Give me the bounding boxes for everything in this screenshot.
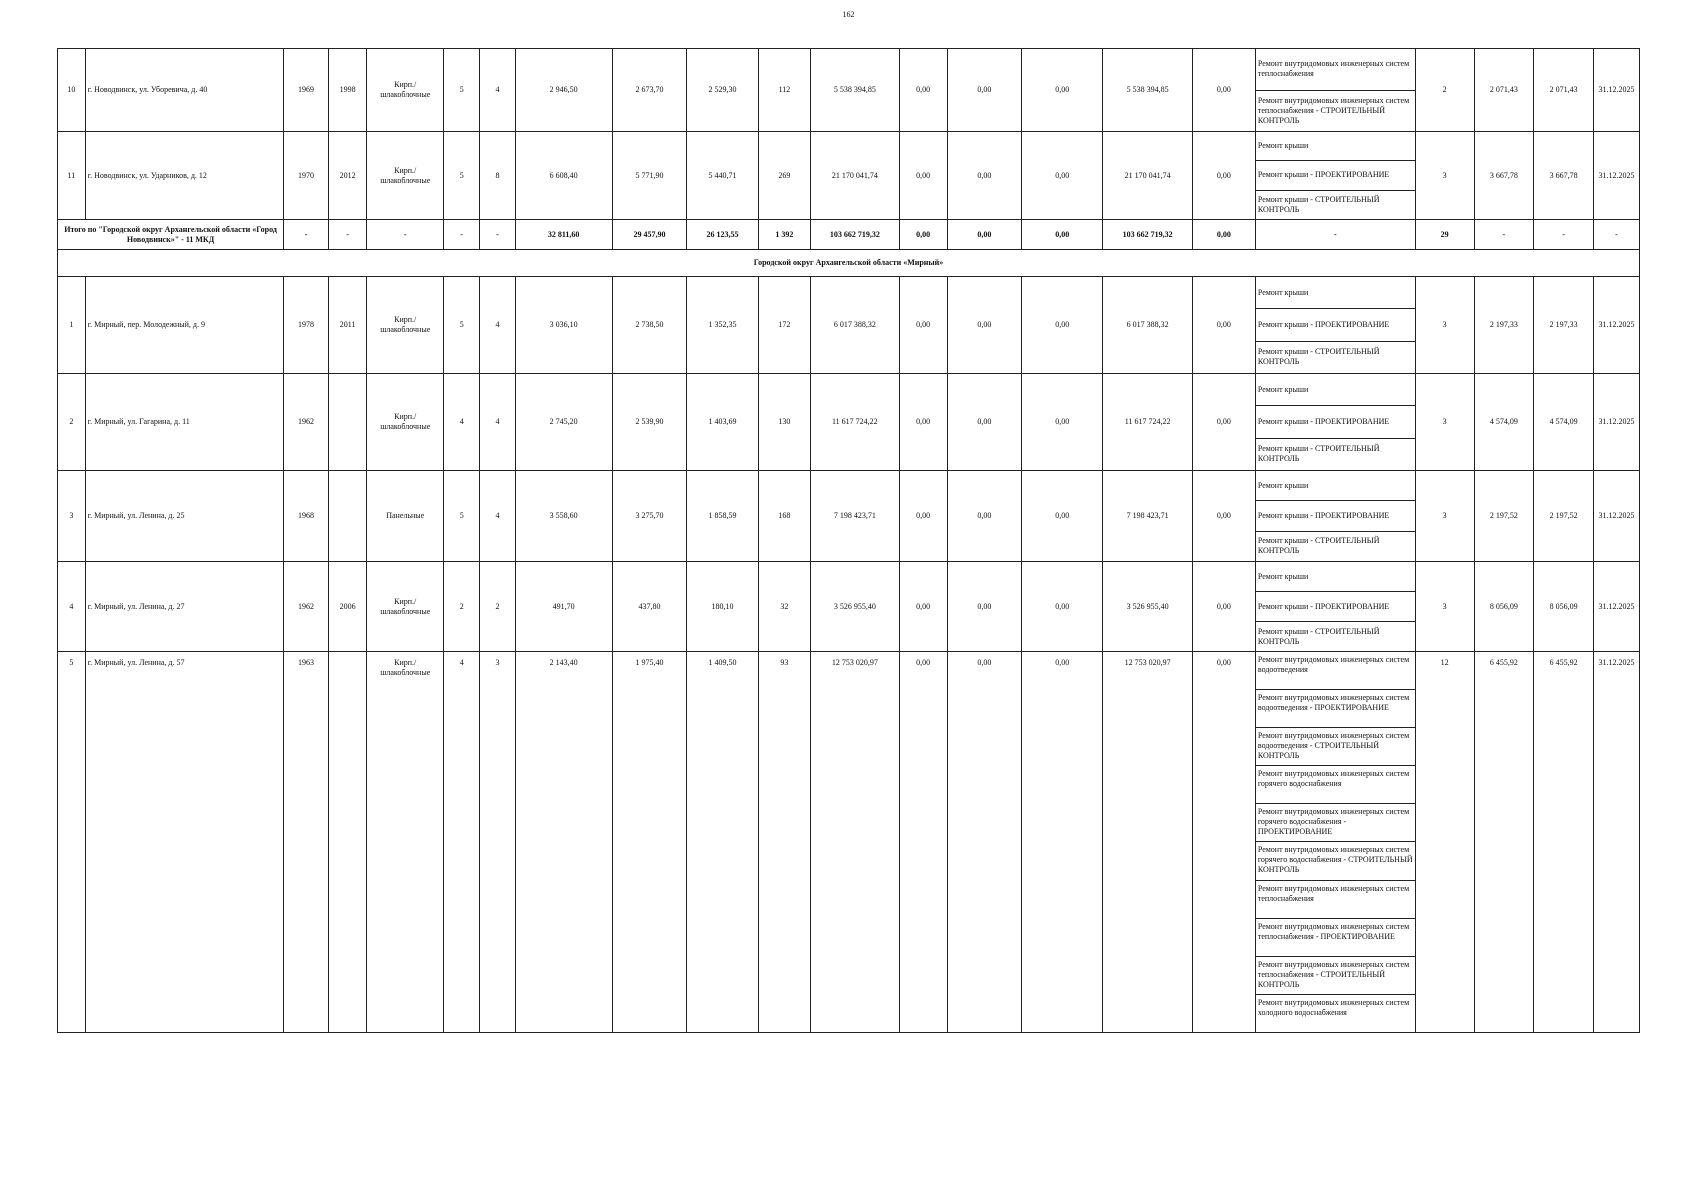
cell-f2: 0,00	[947, 652, 1022, 1033]
work-item: Ремонт крыши - ПРОЕКТИРОВАНИЕ	[1256, 501, 1415, 531]
cell-total-area: 6 608,40	[515, 132, 612, 220]
cell-work-count: 2	[1415, 49, 1474, 132]
cell-area3: 180,10	[687, 562, 758, 652]
work-item: Ремонт внутридомовых инженерных систем водоотведения	[1256, 652, 1415, 690]
cell-area3: 1 858,59	[687, 471, 758, 562]
cell-deadline: 31.12.2025	[1593, 562, 1639, 652]
cell-f2: 0,00	[947, 471, 1022, 562]
cell-cost-total: 21 170 041,74	[811, 132, 900, 220]
cell-max-cost: 8 056,09	[1534, 562, 1594, 652]
work-item: Ремонт крыши - ПРОЕКТИРОВАНИЕ	[1256, 592, 1415, 622]
cell-address: г. Новодвинск, ул. Ударников, д. 12	[85, 132, 283, 220]
cell-f3: 0,00	[1022, 132, 1103, 220]
cell-max-cost: 3 667,78	[1534, 132, 1594, 220]
cell-f1: 0,00	[899, 562, 947, 652]
total-dash: -	[1593, 220, 1639, 250]
cell-f1: 0,00	[899, 374, 947, 471]
cell-year-repair	[328, 652, 366, 1033]
cell-f4: 0,00	[1192, 562, 1255, 652]
cell-material: Кирп./ шлакоблочные	[367, 562, 444, 652]
table-row	[58, 562, 1640, 652]
cell-f3: 0,00	[1022, 49, 1103, 132]
cell-material: Кирп./ шлакоблочные	[367, 132, 444, 220]
cell-total-area: 2 143,40	[515, 652, 612, 1033]
cell-year-repair	[328, 374, 366, 471]
cell-total-area: 2 745,20	[515, 374, 612, 471]
cell-material: Кирп./ шлакоблочные	[367, 49, 444, 132]
cell-floors: 4	[444, 652, 480, 1033]
cell-area2: 1 975,40	[612, 652, 687, 1033]
cell-floors: 5	[444, 471, 480, 562]
total-work-count: 29	[1415, 220, 1474, 250]
page-number: 162	[842, 10, 855, 19]
work-item: Ремонт внутридомовых инженерных систем водоотведения - ПРОЕКТИРОВАНИЕ	[1256, 690, 1415, 728]
cell-cost-total: 6 017 388,32	[811, 277, 900, 374]
cell-residents: 130	[758, 374, 810, 471]
section-row	[58, 250, 1640, 277]
cell-material: Кирп./ шлакоблочные	[367, 277, 444, 374]
cell-area2: 2 673,70	[612, 49, 687, 132]
cell-entrances: 4	[480, 374, 515, 471]
cell-deadline: 31.12.2025	[1593, 652, 1639, 1033]
work-item: Ремонт крыши	[1256, 374, 1415, 406]
total-dash: -	[480, 220, 515, 250]
work-item: Ремонт внутридомовых инженерных систем холодного водоснабжения	[1257, 997, 1410, 1017]
cell-cost-total: 3 526 955,40	[811, 562, 900, 652]
cell-work-count: 3	[1415, 471, 1474, 562]
cell-max-cost: 2 071,43	[1534, 49, 1594, 132]
cell-f2: 0,00	[947, 374, 1022, 471]
cell-unit-cost: 2 071,43	[1474, 49, 1534, 132]
works-list	[1255, 374, 1415, 471]
works-list	[1255, 277, 1415, 374]
cell-f4: 0,00	[1192, 277, 1255, 374]
table-row	[58, 277, 1640, 374]
cell-max-cost: 6 455,92	[1534, 652, 1594, 1033]
work-item: Ремонт внутридомовых инженерных систем теплоснабжения - СТРОИТЕЛЬНЫЙ КОНТРОЛЬ	[1256, 957, 1415, 995]
cell-total-area: 491,70	[515, 562, 612, 652]
work-item: Ремонт внутридомовых инженерных систем водоотведения - СТРОИТЕЛЬНЫЙ КОНТРОЛЬ	[1256, 728, 1415, 766]
total-dash: -	[444, 220, 480, 250]
work-item: Ремонт внутридомовых инженерных систем горячего водоснабжения - СТРОИТЕЛЬНЫЙ КОНТРОЛЬ	[1256, 842, 1415, 880]
total-row	[58, 220, 1640, 250]
cell-cost-owners: 11 617 724,22	[1103, 374, 1193, 471]
cell-unit-cost: 3 667,78	[1474, 132, 1534, 220]
cell-material: Кирп./ шлакоблочные	[367, 652, 444, 1033]
cell-f3: 0,00	[1022, 374, 1103, 471]
works-list	[1255, 652, 1415, 1033]
table-row	[58, 49, 1640, 132]
work-item: Ремонт внутридомовых инженерных систем теплоснабжения	[1256, 49, 1415, 91]
cell-f1: 0,00	[899, 652, 947, 1033]
work-item: Ремонт крыши	[1256, 562, 1415, 592]
cell-floors: 5	[444, 277, 480, 374]
cell-year-repair	[328, 471, 366, 562]
total-novodvinsk	[58, 220, 1640, 277]
cell-area3: 2 529,30	[687, 49, 758, 132]
cell-address: г. Мирный, пер. Молодежный, д. 9	[85, 277, 283, 374]
cell-floors: 5	[444, 49, 480, 132]
total-f3: 0,00	[1022, 220, 1103, 250]
cell-num: 4	[58, 562, 86, 652]
cell-residents: 112	[758, 49, 810, 132]
cell-material: Кирп./ шлакоблочные	[367, 374, 444, 471]
total-residents: 1 392	[758, 220, 810, 250]
cell-year-built: 1962	[284, 562, 329, 652]
cell-deadline: 31.12.2025	[1593, 374, 1639, 471]
cell-entrances: 8	[480, 132, 515, 220]
cell-unit-cost: 2 197,33	[1474, 277, 1534, 374]
cell-f2: 0,00	[947, 277, 1022, 374]
table-row	[58, 652, 1640, 1033]
cell-num: 5	[58, 652, 86, 1033]
cell-max-cost: 4 574,09	[1534, 374, 1594, 471]
cell-address: г. Мирный, ул. Гагарина, д. 11	[85, 374, 283, 471]
work-item: Ремонт крыши - ПРОЕКТИРОВАНИЕ	[1256, 309, 1415, 341]
total-cost: 103 662 719,32	[811, 220, 900, 250]
cell-address: г. Мирный, ул. Ленина, д. 57	[85, 652, 283, 1033]
cell-f1: 0,00	[899, 277, 947, 374]
cell-f2: 0,00	[947, 49, 1022, 132]
works-list	[1255, 471, 1415, 562]
cell-year-repair: 1998	[328, 49, 366, 132]
work-item: Ремонт крыши	[1256, 132, 1415, 161]
work-item: Ремонт крыши - ПРОЕКТИРОВАНИЕ	[1256, 161, 1415, 190]
cell-residents: 93	[758, 652, 810, 1033]
total-cost-owners: 103 662 719,32	[1103, 220, 1193, 250]
cell-f3: 0,00	[1022, 562, 1103, 652]
table-row	[58, 471, 1640, 562]
works-list	[1255, 132, 1415, 220]
cell-year-built: 1968	[284, 471, 329, 562]
cell-num: 3	[58, 471, 86, 562]
cell-floors: 4	[444, 374, 480, 471]
total-f1: 0,00	[899, 220, 947, 250]
total-label: Итого по "Городской округ Архангельской области «Город Новодвинск»" - 11 МКД	[58, 220, 284, 250]
cell-cost-owners: 12 753 020,97	[1103, 652, 1193, 1033]
cell-deadline: 31.12.2025	[1593, 132, 1639, 220]
works-list	[1255, 562, 1415, 652]
cell-floors: 2	[444, 562, 480, 652]
cell-f3: 0,00	[1022, 471, 1103, 562]
cell-deadline: 31.12.2025	[1593, 277, 1639, 374]
table-row	[58, 132, 1640, 220]
cell-cost-total: 7 198 423,71	[811, 471, 900, 562]
cell-f2: 0,00	[947, 562, 1022, 652]
cell-area3: 1 409,50	[687, 652, 758, 1033]
cell-area3: 1 352,35	[687, 277, 758, 374]
cell-work-count: 3	[1415, 132, 1474, 220]
total-dash: -	[1255, 220, 1415, 250]
work-item: Ремонт крыши	[1256, 471, 1415, 501]
block-mirny	[58, 277, 1640, 1033]
cell-area2: 3 275,70	[612, 471, 687, 562]
total-dash: -	[1534, 220, 1594, 250]
total-area3: 26 123,55	[687, 220, 758, 250]
cell-year-repair: 2006	[328, 562, 366, 652]
cell-cost-owners: 21 170 041,74	[1103, 132, 1193, 220]
cell-area3: 1 403,69	[687, 374, 758, 471]
cell-residents: 269	[758, 132, 810, 220]
cell-f1: 0,00	[899, 49, 947, 132]
table-row	[58, 374, 1640, 471]
work-item: Ремонт крыши - ПРОЕКТИРОВАНИЕ	[1256, 406, 1415, 438]
cell-material: Панельные	[367, 471, 444, 562]
cell-unit-cost: 2 197,52	[1474, 471, 1534, 562]
cell-unit-cost: 4 574,09	[1474, 374, 1534, 471]
cell-entrances: 4	[480, 471, 515, 562]
cell-work-count: 3	[1415, 374, 1474, 471]
cell-work-count: 3	[1415, 277, 1474, 374]
cell-f2: 0,00	[947, 132, 1022, 220]
cell-residents: 32	[758, 562, 810, 652]
cell-total-area: 3 558,60	[515, 471, 612, 562]
cell-area2: 2 539,90	[612, 374, 687, 471]
cell-address: г. Мирный, ул. Ленина, д. 25	[85, 471, 283, 562]
cell-f3: 0,00	[1022, 277, 1103, 374]
cell-year-repair: 2012	[328, 132, 366, 220]
work-item: Ремонт внутридомовых инженерных систем горячего водоснабжения	[1256, 766, 1415, 804]
cell-area3: 5 440,71	[687, 132, 758, 220]
cell-f4: 0,00	[1192, 49, 1255, 132]
block-novodvinsk	[58, 49, 1640, 220]
cell-cost-total: 11 617 724,22	[811, 374, 900, 471]
cell-f4: 0,00	[1192, 132, 1255, 220]
cell-entrances: 4	[480, 49, 515, 132]
cell-area2: 437,80	[612, 562, 687, 652]
cell-unit-cost: 6 455,92	[1474, 652, 1534, 1033]
cell-residents: 168	[758, 471, 810, 562]
cell-cost-owners: 7 198 423,71	[1103, 471, 1193, 562]
cell-residents: 172	[758, 277, 810, 374]
total-dash: -	[1474, 220, 1534, 250]
cell-address: г. Мирный, ул. Ленина, д. 27	[85, 562, 283, 652]
cell-f1: 0,00	[899, 132, 947, 220]
cell-entrances: 2	[480, 562, 515, 652]
cell-f4: 0,00	[1192, 471, 1255, 562]
cell-floors: 5	[444, 132, 480, 220]
cell-f1: 0,00	[899, 471, 947, 562]
cell-year-built: 1963	[284, 652, 329, 1033]
work-item: Ремонт крыши	[1256, 277, 1415, 309]
cell-cost-owners: 5 538 394,85	[1103, 49, 1193, 132]
cell-num: 11	[58, 132, 86, 220]
cell-cost-owners: 3 526 955,40	[1103, 562, 1193, 652]
cell-f4: 0,00	[1192, 374, 1255, 471]
cell-entrances: 3	[480, 652, 515, 1033]
cell-unit-cost: 8 056,09	[1474, 562, 1534, 652]
work-item: Ремонт внутридомовых инженерных систем теплоснабжения	[1256, 881, 1415, 919]
cell-total-area: 3 036,10	[515, 277, 612, 374]
cell-area2: 2 738,50	[612, 277, 687, 374]
cell-year-built: 1969	[284, 49, 329, 132]
cell-cost-total: 12 753 020,97	[811, 652, 900, 1033]
cell-num: 10	[58, 49, 86, 132]
cell-year-built: 1970	[284, 132, 329, 220]
cell-year-repair: 2011	[328, 277, 366, 374]
cell-work-count: 3	[1415, 562, 1474, 652]
cell-num: 2	[58, 374, 86, 471]
total-dash: -	[328, 220, 366, 250]
cell-total-area: 2 946,50	[515, 49, 612, 132]
total-area: 32 811,60	[515, 220, 612, 250]
cell-max-cost: 2 197,52	[1534, 471, 1594, 562]
work-item: Ремонт крыши - СТРОИТЕЛЬНЫЙ КОНТРОЛЬ	[1257, 347, 1380, 367]
cell-num: 1	[58, 277, 86, 374]
cell-area2: 5 771,90	[612, 132, 687, 220]
capital-repair-table	[57, 48, 1640, 1033]
section-title: Городской округ Архангельской области «Мирный»	[58, 250, 1640, 277]
work-item: Ремонт крыши - СТРОИТЕЛЬНЫЙ КОНТРОЛЬ	[1257, 536, 1380, 556]
total-f2: 0,00	[947, 220, 1022, 250]
cell-year-built: 1962	[284, 374, 329, 471]
cell-year-built: 1978	[284, 277, 329, 374]
total-dash: -	[367, 220, 444, 250]
total-dash: -	[284, 220, 329, 250]
cell-deadline: 31.12.2025	[1593, 471, 1639, 562]
cell-address: г. Новодвинск, ул. Уборевича, д. 40	[85, 49, 283, 132]
cell-cost-owners: 6 017 388,32	[1103, 277, 1193, 374]
total-f4: 0,00	[1192, 220, 1255, 250]
total-area2: 29 457,90	[612, 220, 687, 250]
work-item: Ремонт крыши - СТРОИТЕЛЬНЫЙ КОНТРОЛЬ	[1257, 626, 1380, 646]
cell-f3: 0,00	[1022, 652, 1103, 1033]
work-item: Ремонт внутридомовых инженерных систем теплоснабжения - СТРОИТЕЛЬНЫЙ КОНТРОЛЬ	[1257, 95, 1410, 125]
cell-work-count: 12	[1415, 652, 1474, 1033]
work-item: Ремонт внутридомовых инженерных систем теплоснабжения - ПРОЕКТИРОВАНИЕ	[1256, 919, 1415, 957]
cell-deadline: 31.12.2025	[1593, 49, 1639, 132]
cell-cost-total: 5 538 394,85	[811, 49, 900, 132]
works-list	[1255, 49, 1415, 132]
cell-max-cost: 2 197,33	[1534, 277, 1594, 374]
cell-entrances: 4	[480, 277, 515, 374]
work-item: Ремонт внутридомовых инженерных систем горячего водоснабжения - ПРОЕКТИРОВАНИЕ	[1256, 804, 1415, 842]
work-item: Ремонт крыши - СТРОИТЕЛЬНЫЙ КОНТРОЛЬ	[1257, 444, 1380, 464]
work-item: Ремонт крыши - СТРОИТЕЛЬНЫЙ КОНТРОЛЬ	[1257, 194, 1380, 214]
cell-f4: 0,00	[1192, 652, 1255, 1033]
